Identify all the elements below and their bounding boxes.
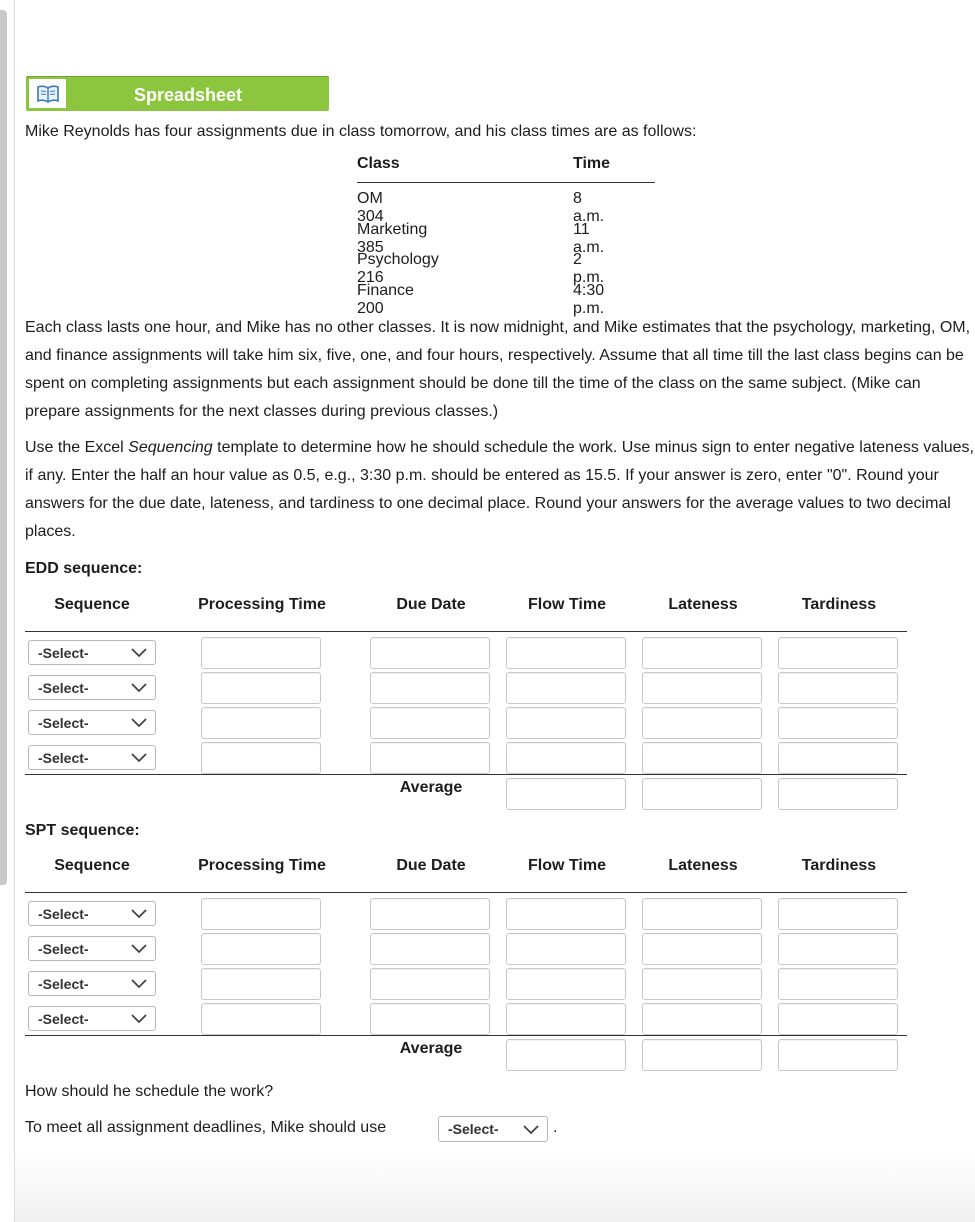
class-cell: Finance 200 xyxy=(357,282,414,317)
spt-flow-time-input[interactable] xyxy=(506,1003,626,1035)
chevron-down-icon xyxy=(131,752,147,763)
spt-due-date-input[interactable] xyxy=(370,1003,490,1035)
spt-col-header: Lateness xyxy=(668,857,738,874)
header-rule xyxy=(357,182,655,183)
time-cell: 8 a.m. xyxy=(573,190,605,225)
edd-avg-tardiness-input[interactable] xyxy=(778,778,898,810)
time-header: Time xyxy=(573,155,611,172)
edd-processing-time-input[interactable] xyxy=(201,637,321,669)
edd-col-header: Due Date xyxy=(396,596,466,613)
edd-lateness-input[interactable] xyxy=(642,672,762,704)
spreadsheet-label: Spreadsheet xyxy=(134,85,243,105)
time-cell: 11 a.m. xyxy=(573,221,605,256)
edd-avg-flow-time-input[interactable] xyxy=(506,778,626,810)
class-cell: Marketing 385 xyxy=(357,221,428,256)
chevron-down-icon xyxy=(523,1124,539,1135)
chevron-down-icon xyxy=(131,647,147,658)
edd-flow-time-input[interactable] xyxy=(506,742,626,774)
spt-processing-time-input[interactable] xyxy=(201,898,321,930)
spt-sequence-select[interactable]: -Select- xyxy=(28,901,156,926)
spt-col-header: Tardiness xyxy=(801,857,877,874)
spt-due-date-input[interactable] xyxy=(370,933,490,965)
edd-processing-time-input[interactable] xyxy=(201,707,321,739)
edd-sequence-select[interactable]: -Select- xyxy=(28,710,156,735)
edd-processing-time-input[interactable] xyxy=(201,742,321,774)
spt-due-date-input[interactable] xyxy=(370,968,490,1000)
edd-lateness-input[interactable] xyxy=(642,742,762,774)
spt-flow-time-input[interactable] xyxy=(506,898,626,930)
edd-processing-time-input[interactable] xyxy=(201,672,321,704)
spt-lateness-input[interactable] xyxy=(642,933,762,965)
time-cell: 4:30 p.m. xyxy=(573,282,605,317)
class-header: Class xyxy=(357,155,400,172)
intro-text: Mike Reynolds has four assignments due in class tomorrow, and his class times are as follows: xyxy=(25,123,697,140)
spt-processing-time-input[interactable] xyxy=(201,968,321,1000)
edd-col-header: Processing Time xyxy=(198,596,326,613)
edd-flow-time-input[interactable] xyxy=(506,707,626,739)
spt-sequence-select[interactable]: -Select- xyxy=(28,936,156,961)
question-text: How should he schedule the work? xyxy=(25,1083,274,1100)
spt-header-rule xyxy=(25,892,907,893)
chevron-down-icon xyxy=(131,978,147,989)
spt-average-rule xyxy=(25,1035,907,1036)
edd-sequence-select[interactable]: -Select- xyxy=(28,640,156,665)
edd-title: EDD sequence: xyxy=(25,560,143,577)
edd-flow-time-input[interactable] xyxy=(506,637,626,669)
class-cell: OM 304 xyxy=(357,190,384,225)
edd-header-rule xyxy=(25,631,907,632)
spt-due-date-input[interactable] xyxy=(370,898,490,930)
edd-col-header: Lateness xyxy=(668,596,738,613)
edd-tardiness-input[interactable] xyxy=(778,742,898,774)
edd-tardiness-input[interactable] xyxy=(778,637,898,669)
spt-flow-time-input[interactable] xyxy=(506,968,626,1000)
spt-col-header: Processing Time xyxy=(198,857,326,874)
spt-tardiness-input[interactable] xyxy=(778,968,898,1000)
edd-average-rule xyxy=(25,774,907,775)
edd-tardiness-input[interactable] xyxy=(778,672,898,704)
edd-avg-lateness-input[interactable] xyxy=(642,778,762,810)
spt-flow-time-input[interactable] xyxy=(506,933,626,965)
edd-sequence-select[interactable]: -Select- xyxy=(28,675,156,700)
edd-due-date-input[interactable] xyxy=(370,637,490,669)
time-cell: 2 p.m. xyxy=(573,251,605,286)
chevron-down-icon xyxy=(131,682,147,693)
instructions: Use the Excel Sequencing template to determine how he should schedule the work. Use minus sign to enter negative lateness values, if any. Enter the half an hour value as 0.5, e.g., 3:30 p.m. should be entered as 15.5. If your answer is zero, enter "0". Round your answers for the due date, lateness, and tardiness to one decimal place. Round your answers for the average values to two decimal places. xyxy=(25,439,974,540)
spt-tardiness-input[interactable] xyxy=(778,1003,898,1035)
method-select[interactable]: -Select- xyxy=(438,1116,548,1142)
spt-lateness-input[interactable] xyxy=(642,968,762,1000)
spt-sequence-select[interactable]: -Select- xyxy=(28,971,156,996)
scrollbar[interactable] xyxy=(0,10,7,885)
edd-lateness-input[interactable] xyxy=(642,707,762,739)
divider xyxy=(14,0,15,1222)
spt-sequence-select[interactable]: -Select- xyxy=(28,1006,156,1031)
chevron-down-icon xyxy=(131,717,147,728)
spt-col-header: Sequence xyxy=(54,857,130,874)
edd-lateness-input[interactable] xyxy=(642,637,762,669)
chevron-down-icon xyxy=(131,1013,147,1024)
chevron-down-icon xyxy=(131,943,147,954)
spt-col-header: Flow Time xyxy=(528,857,606,874)
spt-tardiness-input[interactable] xyxy=(778,933,898,965)
spt-lateness-input[interactable] xyxy=(642,898,762,930)
spt-avg-lateness-input[interactable] xyxy=(642,1039,762,1071)
answer-suffix: . xyxy=(553,1119,558,1136)
spt-lateness-input[interactable] xyxy=(642,1003,762,1035)
edd-due-date-input[interactable] xyxy=(370,672,490,704)
spt-processing-time-input[interactable] xyxy=(201,1003,321,1035)
edd-flow-time-input[interactable] xyxy=(506,672,626,704)
edd-col-header: Tardiness xyxy=(801,596,877,613)
edd-due-date-input[interactable] xyxy=(370,742,490,774)
edd-sequence-select[interactable]: -Select- xyxy=(28,745,156,770)
edd-average-label: Average xyxy=(399,779,463,796)
class-cell: Psychology 216 xyxy=(357,251,439,286)
spt-avg-tardiness-input[interactable] xyxy=(778,1039,898,1071)
spt-tardiness-input[interactable] xyxy=(778,898,898,930)
spreadsheet-button[interactable] xyxy=(26,76,329,111)
spt-title: SPT sequence: xyxy=(25,822,140,839)
edd-col-header: Sequence xyxy=(54,596,130,613)
footer-shade xyxy=(15,1150,975,1222)
answer-prefix: To meet all assignment deadlines, Mike should use xyxy=(25,1119,387,1136)
edd-col-header: Flow Time xyxy=(528,596,606,613)
spt-col-header: Due Date xyxy=(396,857,466,874)
edd-due-date-input[interactable] xyxy=(370,707,490,739)
book-icon xyxy=(29,79,66,108)
chevron-down-icon xyxy=(131,908,147,919)
spt-avg-flow-time-input[interactable] xyxy=(506,1039,626,1071)
spt-average-label: Average xyxy=(399,1040,463,1057)
edd-tardiness-input[interactable] xyxy=(778,707,898,739)
problem-description: Each class lasts one hour, and Mike has no other classes. It is now midnight, and Mike estimates that the psychology, marketing, OM, and finance assignments will take him six, five, one, and four hours, respectively. Assume that all time till the last class begins can be spent on completing assignments but each assignment should be done till the time of the class on the same subject. (Mike can prepare assignments for the next classes during previous classes.) xyxy=(25,319,971,420)
spt-processing-time-input[interactable] xyxy=(201,933,321,965)
